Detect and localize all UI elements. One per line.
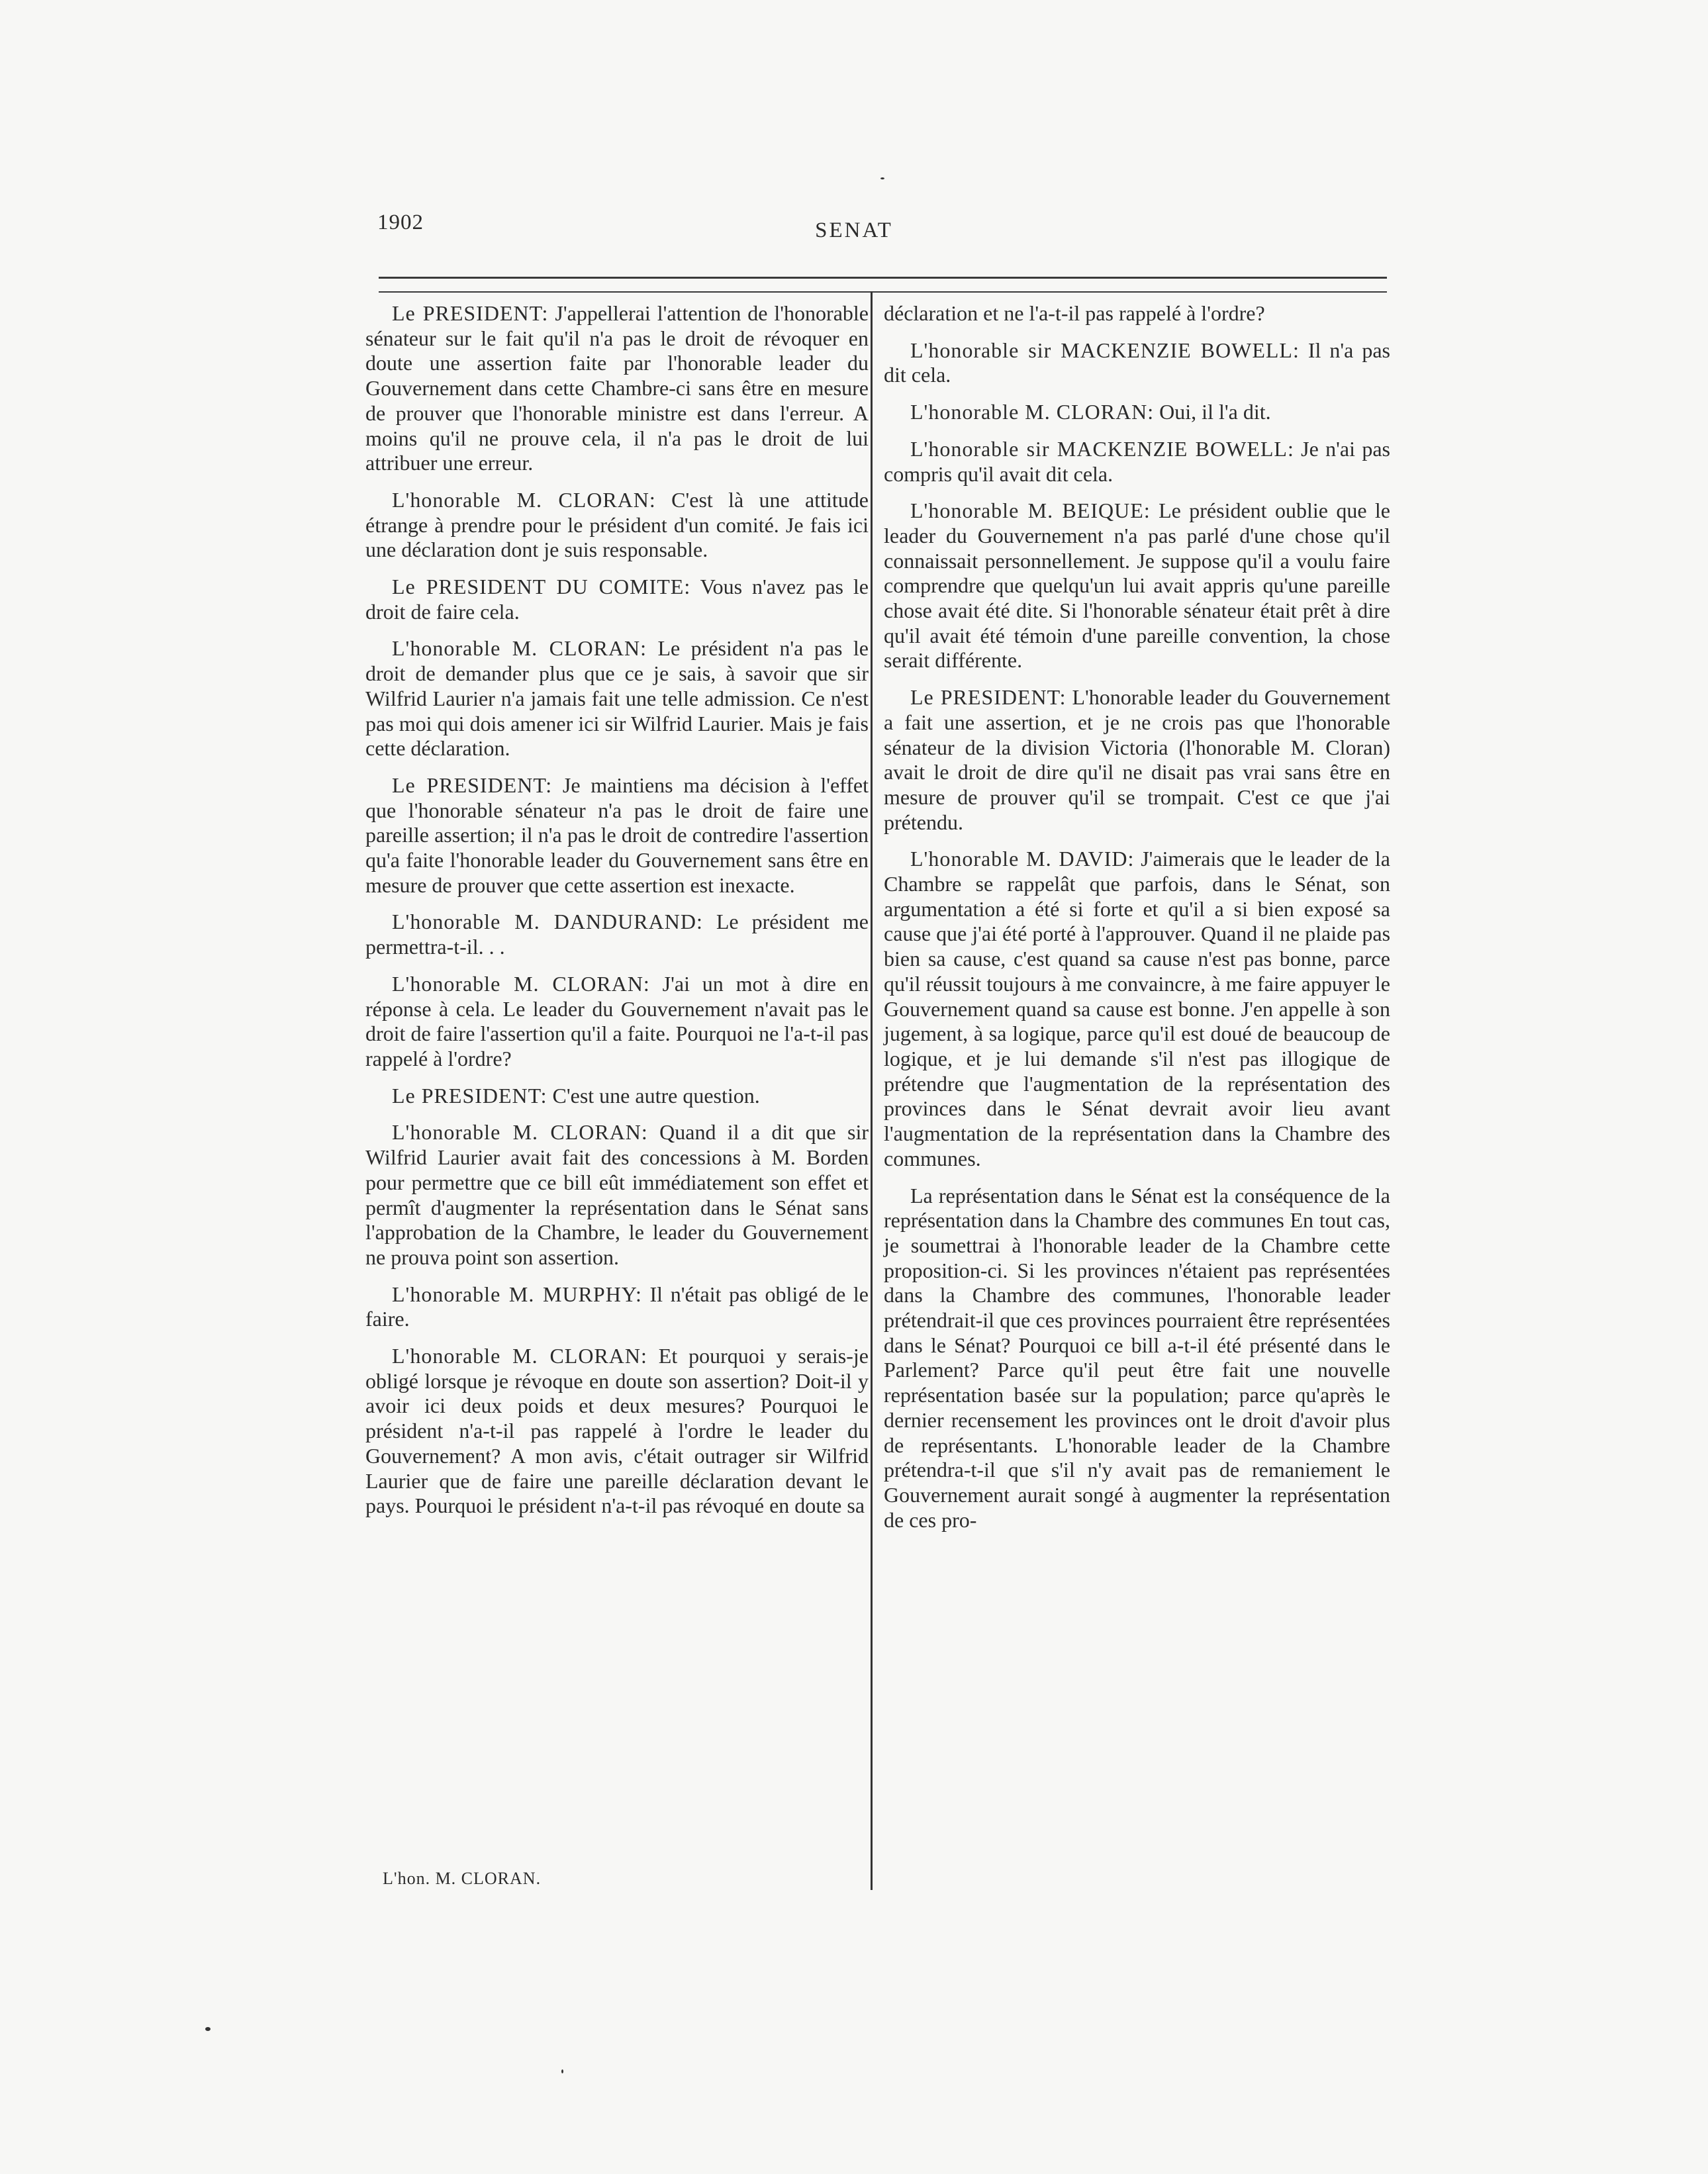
scan-speck (561, 2069, 563, 2073)
speech-text: Il n'a pas dit cela. (884, 338, 1391, 387)
speaker-name: L'honorable M. MURPHY: (392, 1282, 642, 1306)
speaker-name: L'honorable M. DANDURAND: (392, 910, 703, 934)
speech-text: Le président oublie que le leader du Gouvernement n'a pas parlé d'une chose qu'il connaissait personnellement. Je suppose qu'il a voulu faire comprendre que quelqu'un lui avait appris qu'une pareille chose avait été dite. Si l'honorable sénateur était prêt à dire qu'il avait été témoin d'une pareille convention, la chose serait différente. (884, 498, 1391, 673)
paragraph (884, 498, 1390, 673)
speaker-name: L'honorable sir MACKENZIE BOWELL: (910, 436, 1294, 461)
speech-text: Le président n'a pas le droit de demander plus que ce je sais, à savoir que sir Wilfrid Laurier n'a jamais fait une telle admission. Ce n'est pas moi qui dois amener ici sir Wilfrid Laurier. Mais je fais cette déclaration. (365, 636, 869, 761)
speaker-name: Le PRESIDENT: (392, 301, 549, 325)
footer-signature: L'hon. M. CLORAN. (383, 1869, 542, 1888)
paragraph (365, 1120, 869, 1270)
speech-text: J'appellerai l'attention de l'honorable sénateur sur le fait qu'il n'a pas le droit de révoquer en doute une assertion faite par l'honorable leader du Gouvernement dans cette Chambre-ci sans être en mesure de prouver que l'honorable ministre est dans l'erreur. A moins qu'il ne prouve cela, il n'a pas le droit de lui attribuer une erreur. (365, 301, 869, 475)
speech-text: déclaration et ne l'a-t-il pas rappelé à l'ordre? (884, 301, 1265, 325)
speech-text: Oui, il l'a dit. (1154, 400, 1271, 424)
scan-speck (880, 177, 884, 179)
speech-text: Et pourquoi y serais-je obligé lorsque je révoque en doute son assertion? Doit-il y avoir ici deux poids et deux mesures? Pourquoi le président n'a-t-il pas rappelé à l'ordre le leader du Gouvernement? A mon avis, c'était outrager sir Wilfrid Laurier que de faire une pareille déclaration devant le pays. Pourquoi le président n'a-t-il pas révoqué en doute sa (365, 1344, 869, 1518)
speaker-name: L'honorable M. DAVID: (910, 847, 1135, 871)
paragraph (884, 685, 1390, 835)
speech-text: J'aimerais que le leader de la Chambre se rappelât que parfois, dans le Sénat, son argumentation a été si forte et qu'il a si bien exposé sa cause que j'ai été porté à l'approuver. Quand il ne plaide pas bien sa cause, c'est quand sa cause n'est pas bonne, parce qu'il réussit toujours à me convaincre, à me faire appuyer le Gouvernement quand sa cause est bonne. J'en appelle à son jugement, à sa logique, parce qu'il est doué de beaucoup de logique, et je lui demande s'il n'est pas illogique de prétendre que l'augmentation de la représentation des provinces dans le Sénat devrait avoir lieu avant l'augmentation de la représentation dans la Chambre des communes. (884, 847, 1391, 1170)
speech-text: La représentation dans le Sénat est la conséquence de la représentation dans la Chambre des communes En tout cas, je soumettrai à l'honorable leader de la Chambre cette proposition-ci. Si les provinces n'étaient pas représentées dans la Chambre des communes, l'honorable leader prétendrait-il que ces provinces pourraient être représentées dans le Sénat? Pourquoi ce bill a-t-il été présenté dans le Parlement? Parce qu'il peut être fait une nouvelle représentation basée sur la population; parce qu'après le dernier recensement les provinces ont le droit d'avoir plus de représentants. L'honorable leader de la Chambre prétendra-t-il que s'il n'y avait pas de remaniement le Gouvernement aurait songé à augmenter la représentation de ces pro- (884, 1183, 1390, 1532)
speech-text: C'est une autre question. (547, 1083, 760, 1108)
speaker-name: L'honorable M. CLORAN: (392, 971, 650, 996)
paragraph (884, 847, 1390, 1171)
speaker-name: Le PRESIDENT: (392, 1083, 547, 1108)
paragraph (365, 1344, 869, 1519)
speaker-name: Le PRESIDENT DU COMITE: (392, 575, 691, 599)
scan-speck (205, 2027, 211, 2031)
speaker-name: L'honorable M. CLORAN: (392, 1344, 647, 1368)
speech-text: Le président me permettra-t-il. . . (365, 910, 869, 959)
speaker-name: Le PRESIDENT: (910, 685, 1067, 710)
paragraph (365, 1282, 869, 1332)
speaker-name: L'honorable M. CLORAN: (392, 1120, 648, 1145)
right-column (884, 301, 1390, 1544)
paragraph (365, 773, 869, 898)
paragraph (365, 488, 869, 563)
left-column (365, 301, 869, 1531)
speech-text: L'honorable leader du Gouvernement a fait une assertion, et je ne crois pas que l'honorable sénateur de la division Victoria (l'honorable M. Cloran) avait le droit de dire qu'il ne disait pas vrai sans être en mesure de prouver qu'il se trompait. C'est ce que j'ai prétendu. (884, 685, 1390, 834)
speaker-name: L'honorable M. BEIQUE: (910, 498, 1151, 523)
paragraph (884, 301, 1390, 326)
speech-text: Je maintiens ma décision à l'effet que l'honorable sénateur n'a pas le droit de faire une pareille assertion; il n'a pas le droit de contredire l'assertion qu'a faite l'honorable leader du Gouvernement sans être en mesure de prouver que cette assertion est inexacte. (365, 773, 869, 897)
header-rule-top (379, 277, 1387, 279)
speech-text: Vous n'avez pas le droit de faire cela. (365, 575, 869, 624)
paragraph (365, 301, 869, 476)
column-divider (871, 291, 873, 1890)
paragraph (884, 338, 1390, 388)
speech-text: Quand il a dit que sir Wilfrid Laurier avait fait des concessions à M. Borden pour permettre que ce bill eût immédiatement son effet et permît d'augmenter la représentation dans le Sénat sans l'approbation de la Chambre, le leader du Gouvernement ne prouva point son assertion. (365, 1120, 869, 1269)
paragraph (365, 910, 869, 959)
paragraph (365, 972, 869, 1072)
speaker-name: L'honorable M. CLORAN: (392, 636, 647, 661)
speech-text: C'est là une attitude étrange à prendre pour le président d'un comité. Je fais ici une déclaration dont je suis responsable. (365, 487, 869, 562)
paragraph (884, 1184, 1390, 1533)
paragraph (365, 636, 869, 761)
paragraph (365, 1084, 869, 1109)
speech-text: J'ai un mot à dire en réponse à cela. Le leader du Gouvernement n'avait pas le droit de faire l'assertion qu'il a faite. Pourquoi ne l'a-t-il pas rappelé à l'ordre? (365, 971, 869, 1070)
speaker-name: L'honorable sir MACKENZIE BOWELL: (910, 338, 1300, 362)
speaker-name: L'honorable M. CLORAN: (392, 487, 656, 512)
running-head: SENAT (815, 218, 893, 242)
speaker-name: L'honorable M. CLORAN: (910, 400, 1155, 424)
paragraph (365, 575, 869, 624)
speech-text: Je n'ai pas compris qu'il avait dit cela. (884, 436, 1391, 486)
speaker-name: Le PRESIDENT: (392, 773, 553, 797)
speech-text: Il n'était pas obligé de le faire. (365, 1282, 869, 1331)
page-number: 1902 (377, 211, 424, 234)
paragraph (884, 437, 1390, 487)
paragraph (884, 400, 1390, 425)
header-rule-bottom (379, 291, 1387, 293)
